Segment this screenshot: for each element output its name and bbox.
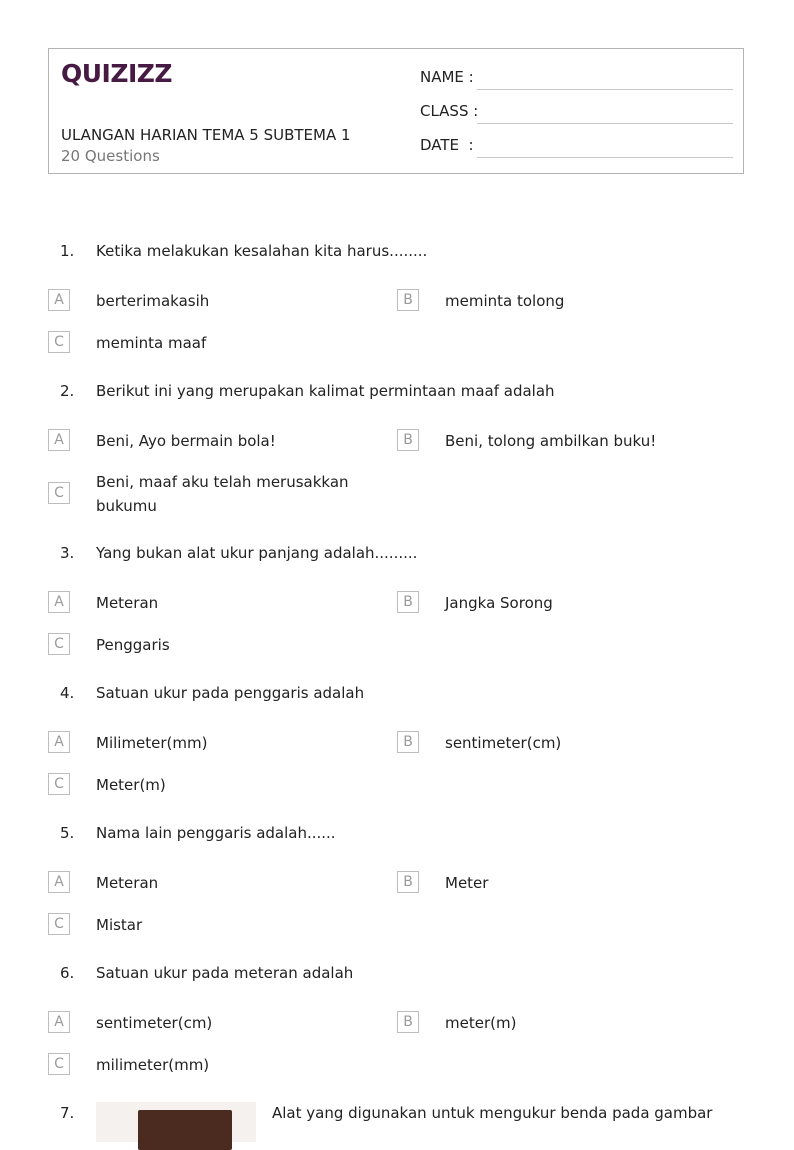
question-number: 2.	[60, 382, 75, 400]
option-letter: B	[397, 1011, 419, 1033]
option-text: Milimeter(mm)	[96, 734, 208, 752]
option-letter: B	[397, 429, 419, 451]
option-letter: B	[397, 731, 419, 753]
question-text: Ketika melakukan kesalahan kita harus........	[96, 242, 428, 260]
quizizz-logo: QUIZIZZ	[61, 59, 173, 88]
option-letter: A	[48, 731, 70, 753]
option-text: meminta tolong	[445, 292, 565, 310]
question-number: 3.	[60, 544, 75, 562]
question-text: Alat yang digunakan untuk mengukur benda pada gambar	[272, 1104, 713, 1122]
option-letter: C	[48, 913, 70, 935]
option-text: Beni, maaf aku telah merusakkan bukumu	[96, 473, 349, 515]
option-text: Meter(m)	[96, 776, 166, 794]
option-letter: A	[48, 591, 70, 613]
option-letter: A	[48, 871, 70, 893]
date-line	[477, 157, 733, 158]
option-text: Beni, tolong ambilkan buku!	[445, 432, 657, 450]
date-label: DATE :	[420, 136, 474, 154]
option-letter: C	[48, 1053, 70, 1075]
question-number: 6.	[60, 964, 75, 982]
question-text: Satuan ukur pada meteran adalah	[96, 964, 354, 982]
question-text: Satuan ukur pada penggaris adalah	[96, 684, 365, 702]
question-text: Nama lain penggaris adalah......	[96, 824, 336, 842]
option-letter: C	[48, 482, 70, 504]
option-letter: B	[397, 289, 419, 311]
option-text: Meteran	[96, 874, 159, 892]
name-label: NAME :	[420, 68, 474, 86]
option-text: Mistar	[96, 916, 143, 934]
option-letter: A	[48, 429, 70, 451]
option-letter: A	[48, 289, 70, 311]
option-text: milimeter(mm)	[96, 1056, 210, 1074]
option-letter: A	[48, 1011, 70, 1033]
question-text: Berikut ini yang merupakan kalimat permintaan maaf adalah	[96, 382, 555, 400]
option-letter: C	[48, 331, 70, 353]
worksheet-header	[48, 48, 744, 174]
question-number: 7.	[60, 1104, 75, 1122]
question-count: 20 Questions	[61, 147, 160, 165]
option-text: meminta maaf	[96, 334, 207, 352]
option-text: Meteran	[96, 594, 159, 612]
class-label: CLASS :	[420, 102, 479, 120]
option-text: Meter	[445, 874, 489, 892]
option-text: Jangka Sorong	[445, 594, 553, 612]
question-number: 1.	[60, 242, 75, 260]
option-text: Beni, Ayo bermain bola!	[96, 432, 276, 450]
option-letter: B	[397, 871, 419, 893]
option-text: sentimeter(cm)	[96, 1014, 213, 1032]
option-text: meter(m)	[445, 1014, 517, 1032]
name-line	[477, 89, 733, 90]
option-letter: B	[397, 591, 419, 613]
question-image	[96, 1102, 256, 1142]
option-letter: C	[48, 773, 70, 795]
question-text: Yang bukan alat ukur panjang adalah.........	[96, 544, 418, 562]
option-letter: C	[48, 633, 70, 655]
option-text: berterimakasih	[96, 292, 210, 310]
class-line	[477, 123, 733, 124]
question-number: 5.	[60, 824, 75, 842]
question-number: 4.	[60, 684, 75, 702]
option-text: Penggaris	[96, 636, 170, 654]
option-text: sentimeter(cm)	[445, 734, 562, 752]
quiz-title: ULANGAN HARIAN TEMA 5 SUBTEMA 1	[61, 126, 351, 144]
measuring-object-image	[138, 1110, 232, 1150]
